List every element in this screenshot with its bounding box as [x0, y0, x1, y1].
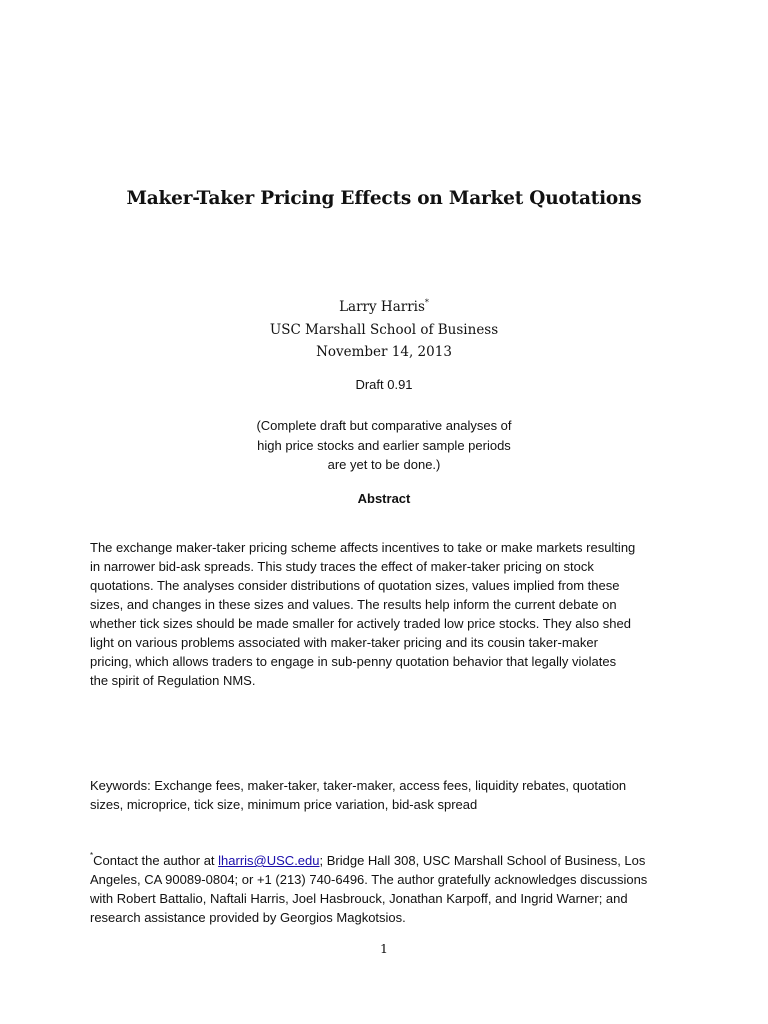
draft-note-line: high price stocks and earlier sample periods: [257, 437, 511, 453]
abstract-line: quotations. The analyses consider distributions of quotation sizes, values implied from these: [90, 578, 620, 593]
footnote-line: research assistance provided by Georgios Magkotsios.: [90, 910, 406, 925]
footnote-address: ; Bridge Hall 308, USC Marshall School of Business, Los: [319, 853, 646, 868]
abstract-line: pricing, which allows traders to engage in sub-penny quotation behavior that legally violates: [90, 654, 617, 669]
footnote-line: with Robert Battalio, Naftali Harris, Joel Hasbrouck, Jonathan Karpoff, and Ingrid Warner; and: [90, 891, 628, 906]
footnote-contact-prefix: Contact the author at: [93, 853, 219, 868]
abstract-line: sizes, and changes in these sizes and values. The results help inform the current debate on: [90, 597, 617, 612]
footnote-line: [90, 846, 690, 870]
draft-note-line: (Complete draft but comparative analyses of: [256, 418, 512, 433]
abstract-line: in narrower bid-ask spreads. This study traces the effect of maker-taker pricing on stock: [90, 559, 594, 574]
page-number: 1: [380, 941, 388, 956]
author-block: [0, 292, 768, 364]
abstract-line: the spirit of Regulation NMS.: [90, 673, 256, 688]
footnote-line: Angeles, CA 90089-0804; or +1 (213) 740-6496. The author gratefully acknowledges discussions: [90, 872, 648, 887]
keywords-line: sizes, microprice, tick size, minimum price variation, bid-ask spread: [90, 797, 478, 812]
keywords: [90, 776, 690, 814]
keywords-line: Keywords: Exchange fees, maker-taker, taker-maker, access fees, liquidity rebates, quotation: [90, 778, 627, 793]
draft-version: Draft 0.91: [355, 377, 413, 392]
draft-note-line: are yet to be done.): [327, 457, 441, 472]
author-name: Larry Harris: [339, 299, 425, 315]
draft-note: [0, 416, 768, 475]
footnote-mark: *: [90, 851, 94, 860]
abstract-heading: Abstract: [357, 491, 411, 506]
author-affiliation: USC Marshall School of Business: [269, 321, 499, 338]
abstract-line: whether tick sizes should be made smaller for actively traded low price stocks. They also shed: [90, 616, 631, 631]
paper-date: November 14, 2013: [316, 344, 452, 360]
author-footnote: [90, 846, 690, 927]
paper-title: Maker-Taker Pricing Effects on Market Quotations: [126, 188, 642, 209]
abstract-line: The exchange maker-taker pricing scheme affects incentives to take or make markets resulting: [90, 540, 636, 555]
abstract-body: [90, 538, 690, 690]
author-name-line: [0, 292, 768, 319]
author-footnote-mark: *: [424, 298, 429, 307]
abstract-line: light on various problems associated with maker-taker pricing and its cousin taker-maker: [90, 635, 598, 650]
email-link[interactable]: lharris@USC.edu: [218, 853, 320, 868]
